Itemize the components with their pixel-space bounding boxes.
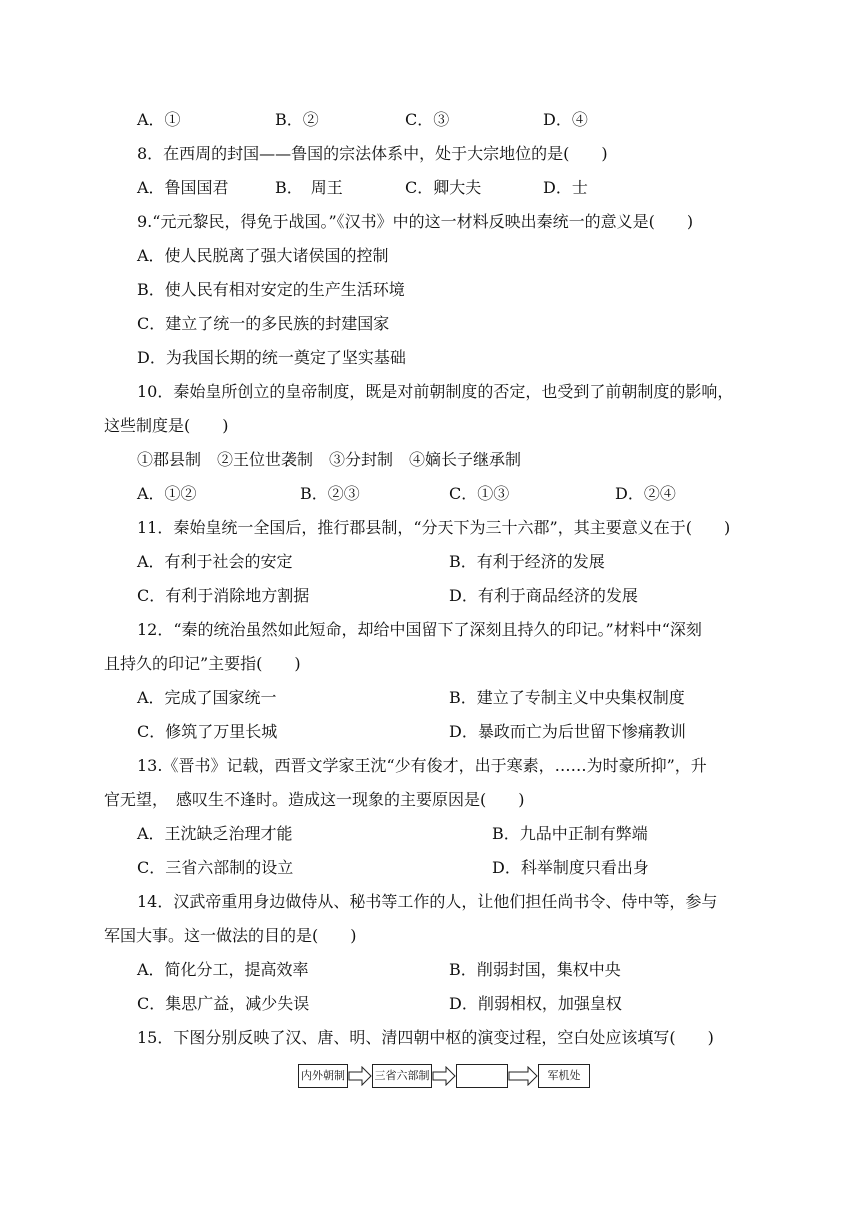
q9-option-d: D．为我国长期的统一奠定了坚实基础 — [137, 348, 406, 367]
q7-option-b: B．② — [275, 110, 319, 129]
q11-option-a: A．有利于社会的安定 — [137, 552, 293, 571]
q10-stem-line2: 这些制度是( ) — [104, 416, 229, 435]
q14-stem-line2: 军国大事。这一做法的目的是( ) — [104, 926, 357, 945]
q12-stem-line1: 12．“秦的统治虽然如此短命，却给中国留下了深刻且持久的印记。”材料中“深刻 — [137, 620, 702, 639]
q11-option-b: B．有利于经济的发展 — [449, 552, 605, 571]
q9-option-b: B．使人民有相对安定的生产生活环境 — [137, 280, 405, 299]
flow-box-2: 三省六部制 — [372, 1064, 432, 1088]
flow-box-blank — [456, 1064, 508, 1088]
q7-option-c: C．③ — [405, 110, 450, 129]
q13-option-a: A．王沈缺乏治理才能 — [137, 824, 293, 843]
q12-option-d: D．暴政而亡为后世留下惨痛教训 — [449, 722, 686, 741]
q15-flow-diagram — [298, 1064, 598, 1090]
q9-stem: 9.“元元黎民，得免于战国。”《汉书》中的这一材料反映出秦统一的意义是( ) — [137, 212, 694, 231]
q7-option-d: D．④ — [543, 110, 588, 129]
q7-option-a: A．① — [137, 110, 181, 129]
q10-option-d: D．②④ — [615, 484, 676, 503]
q12-option-b: B．建立了专制主义中央集权制度 — [449, 688, 685, 707]
q8-option-d: D．士 — [543, 178, 588, 197]
q13-stem-line1: 13.《晋书》记载，西晋文学家王沈“少有俊才，出于寒素，……为时豪所抑”，升 — [137, 756, 707, 775]
flow-box-4: 军机处 — [538, 1064, 590, 1088]
q12-option-a: A．完成了国家统一 — [137, 688, 277, 707]
q8-option-b: B． 周王 — [275, 178, 343, 197]
q13-option-c: C．三省六部制的设立 — [137, 858, 294, 877]
q14-option-d: D．削弱相权，加强皇权 — [449, 994, 622, 1013]
q10-option-a: A．①② — [137, 484, 197, 503]
q9-option-c: C．建立了统一的多民族的封建国家 — [137, 314, 390, 333]
q12-stem-line2: 且持久的印记”主要指( ) — [104, 654, 301, 673]
q13-option-b: B．九品中正制有弊端 — [492, 824, 648, 843]
q14-option-c: C．集思广益，减少失误 — [137, 994, 310, 1013]
q10-option-c: C．①③ — [449, 484, 510, 503]
q8-option-a: A．鲁国国君 — [137, 178, 229, 197]
flow-arrow-3-icon — [508, 1066, 538, 1086]
q8-option-c: C．卿大夫 — [405, 178, 482, 197]
q13-stem-line2: 官无望， 感叹生不逢时。造成这一现象的主要原因是( ) — [104, 790, 525, 809]
q11-stem: 11．秦始皇统一全国后，推行郡县制，“分天下为三十六郡”，其主要意义在于( ) — [137, 518, 731, 537]
q9-option-a: A．使人民脱离了强大诸侯国的控制 — [137, 246, 389, 265]
q8-stem: 8．在西周的封国——鲁国的宗法体系中，处于大宗地位的是( ) — [137, 144, 608, 163]
q10-stem-line1: 10．秦始皇所创立的皇帝制度，既是对前朝制度的否定，也受到了前朝制度的影响， — [137, 382, 734, 401]
q10-option-b: B．②③ — [300, 484, 360, 503]
q12-option-c: C．修筑了万里长城 — [137, 722, 278, 741]
flow-arrow-2-icon — [432, 1066, 456, 1086]
q11-option-d: D．有利于商品经济的发展 — [449, 586, 638, 605]
q14-stem-line1: 14．汉武帝重用身边做侍从、秘书等工作的人，让他们担任尚书令、侍中等，参与 — [137, 892, 718, 911]
q14-option-a: A．简化分工，提高效率 — [137, 960, 309, 979]
flow-box-1: 内外朝制 — [298, 1064, 348, 1088]
q11-option-c: C．有利于消除地方割据 — [137, 586, 310, 605]
flow-arrow-1-icon — [348, 1066, 372, 1086]
q14-option-b: B．削弱封国，集权中央 — [449, 960, 621, 979]
q10-items: ①郡县制 ②王位世袭制 ③分封制 ④嫡长子继承制 — [137, 450, 522, 469]
q13-option-d: D．科举制度只看出身 — [492, 858, 649, 877]
q15-stem: 15．下图分别反映了汉、唐、明、清四朝中枢的演变过程，空白处应该填写( ) — [137, 1028, 714, 1047]
